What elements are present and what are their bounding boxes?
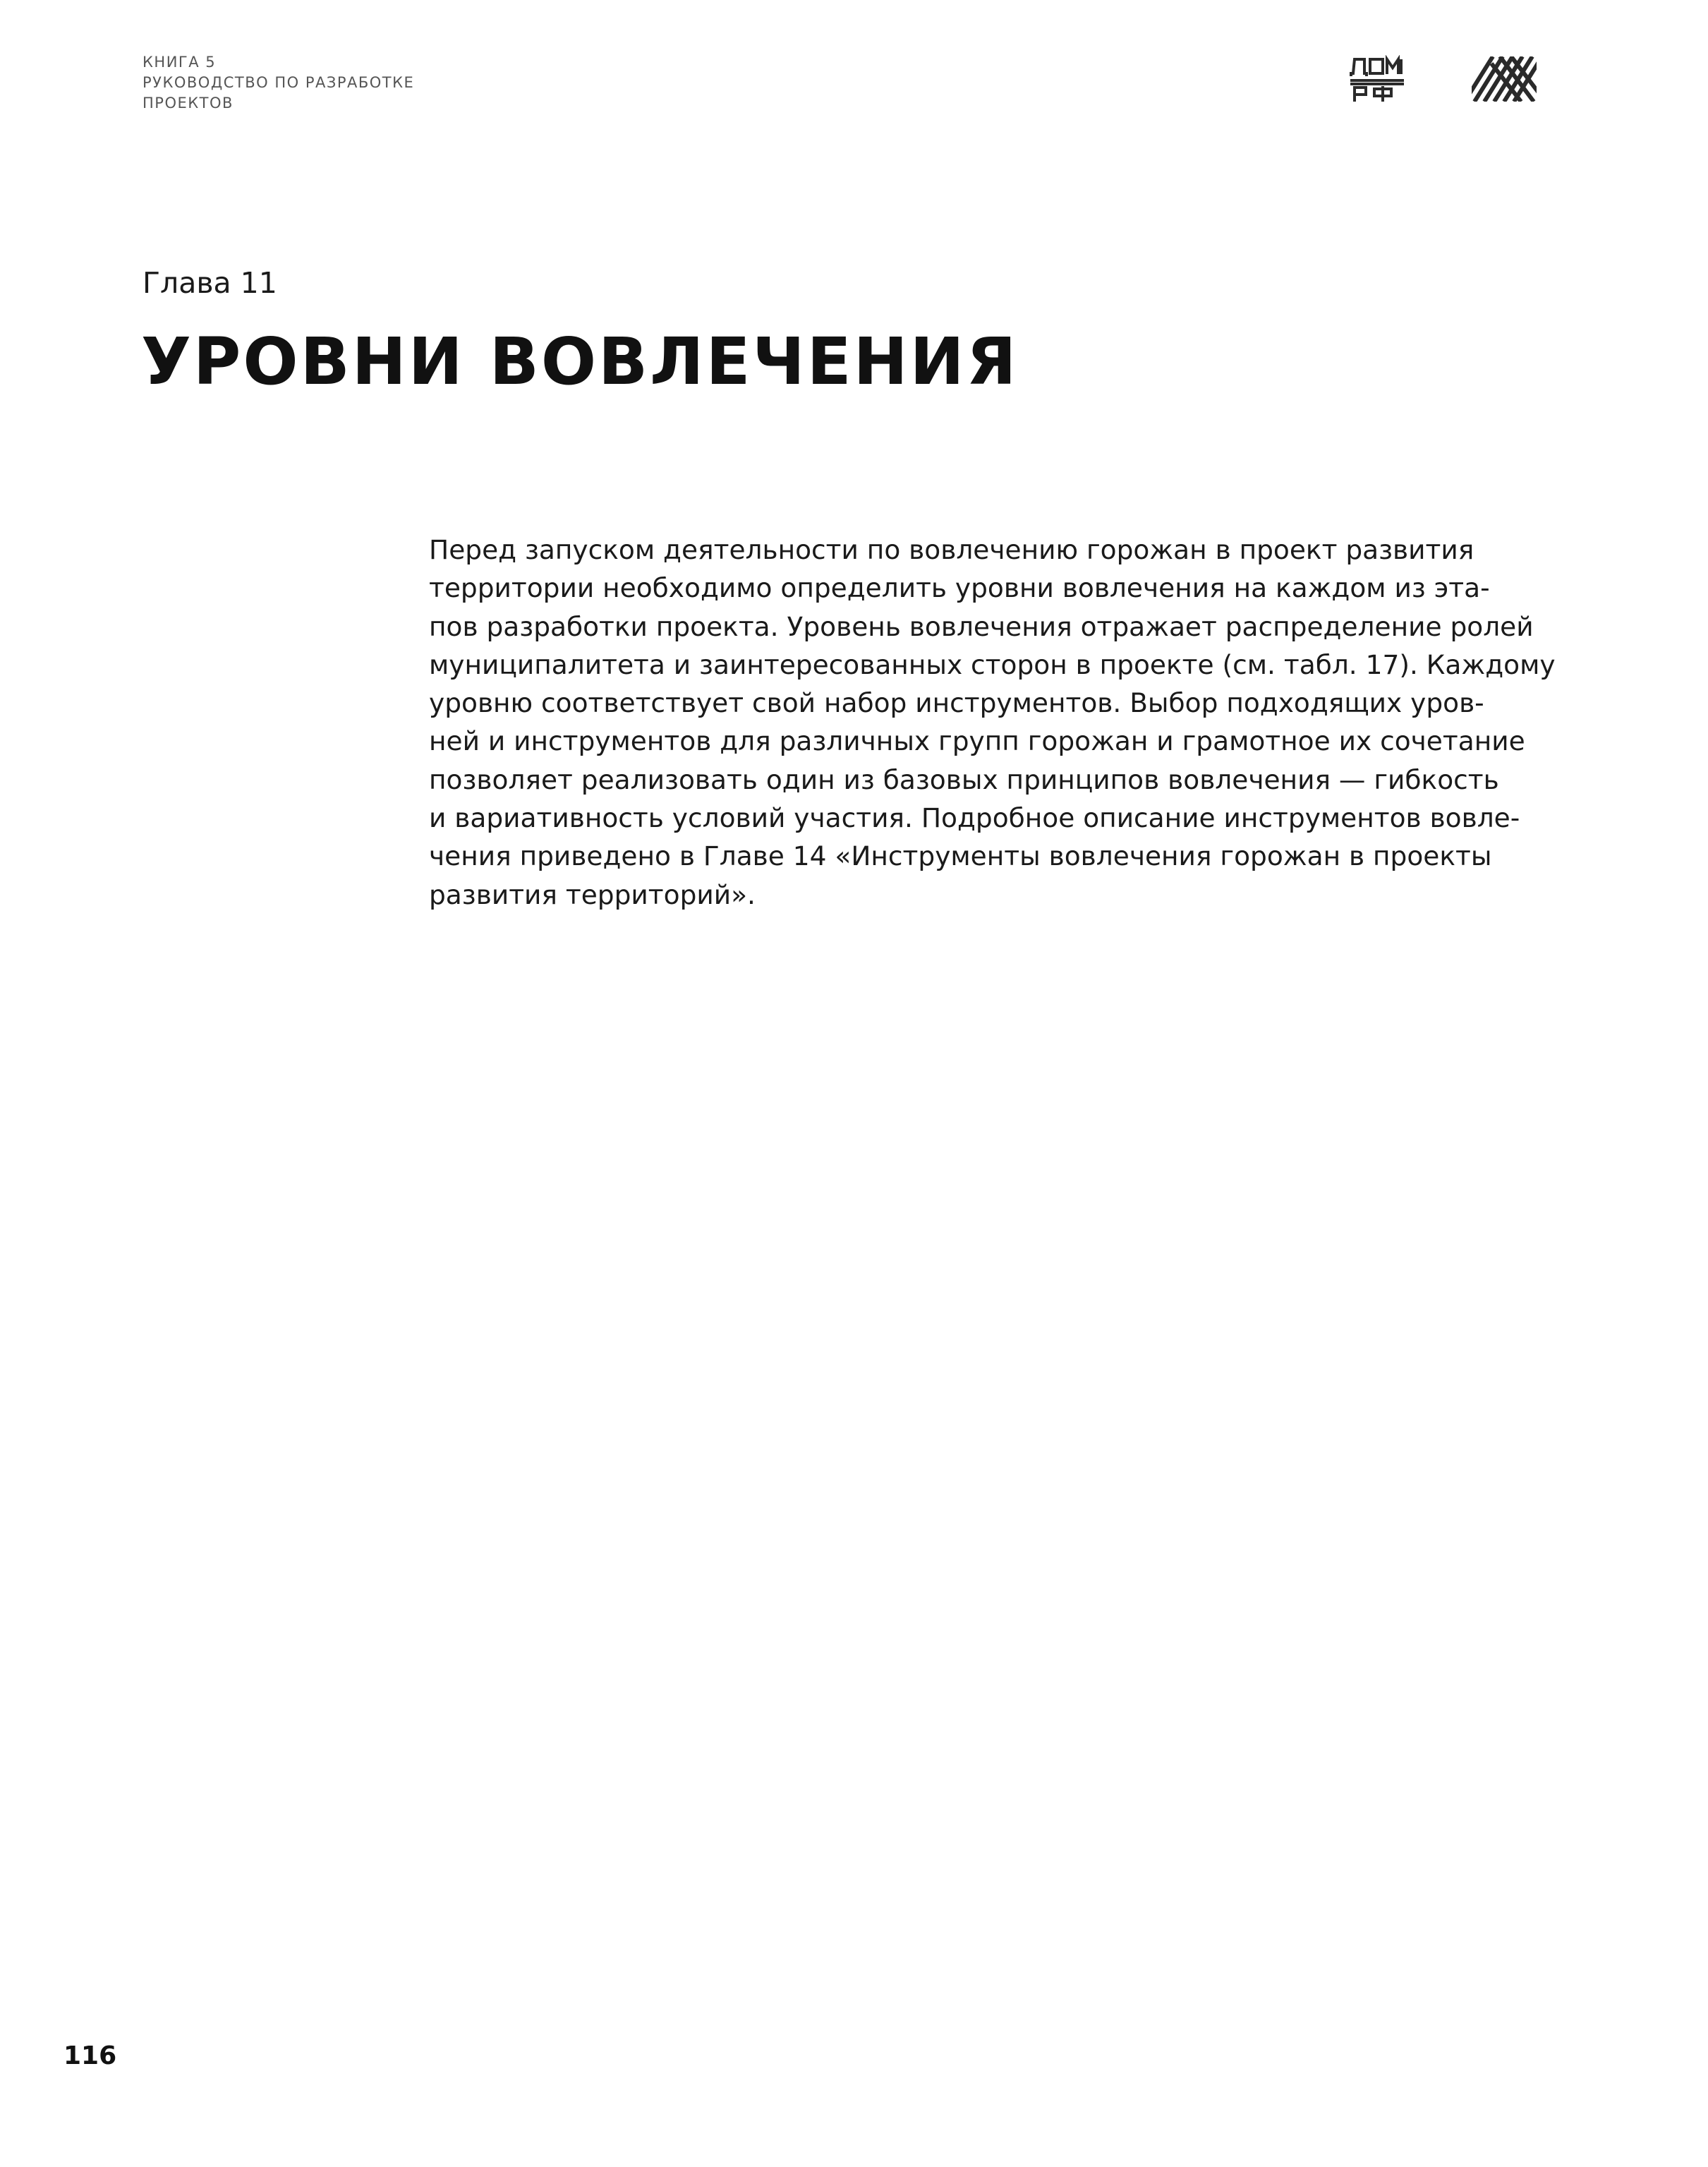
chapter-title: УРОВНИ ВОВЛЕЧЕНИЯ xyxy=(141,324,1019,399)
book-header-line: РУКОВОДСТВО ПО РАЗРАБОТКЕ xyxy=(143,74,415,91)
paragraph-line: Перед запуском деятельности по вовлечению горожан в проект развития xyxy=(429,534,1474,565)
dom-rf-logo xyxy=(1349,55,1405,103)
book-header-line: ПРОЕКТОВ xyxy=(143,95,234,111)
paragraph-line: муниципалитета и заинтересованных сторон в проекте (см. табл. 17). Каждому xyxy=(429,648,1556,680)
chapter-label: Глава 11 xyxy=(143,266,277,300)
paragraph-line: и вариативность условий участия. Подробное описание инструментов вовле- xyxy=(429,802,1520,834)
page-number: 116 xyxy=(63,2041,117,2070)
paragraph-line: территории необходимо определить уровни вовлечения на каждом из эта- xyxy=(429,572,1490,604)
book-header-line: КНИГА 5 xyxy=(143,54,217,71)
paragraph-line: ней и инструментов для различных групп горожан и грамотное их сочетание xyxy=(429,725,1525,757)
paragraph-line: пов разработки проекта. Уровень вовлечения отражает распределение ролей xyxy=(429,610,1534,642)
paragraph-line: развития территорий». xyxy=(429,879,756,910)
paragraph-line: чения приведено в Главе 14 «Инструменты вовлечения горожан в проекты xyxy=(429,840,1492,872)
diagonal-stripes-logo xyxy=(1472,56,1537,102)
body-paragraph xyxy=(429,531,1556,914)
paragraph-line: позволяет реализовать один из базовых принципов вовлечения — гибкость xyxy=(429,763,1499,795)
paragraph-line: уровню соответствует свой набор инструментов. Выбор подходящих уров- xyxy=(429,687,1484,719)
book-header xyxy=(143,52,414,114)
